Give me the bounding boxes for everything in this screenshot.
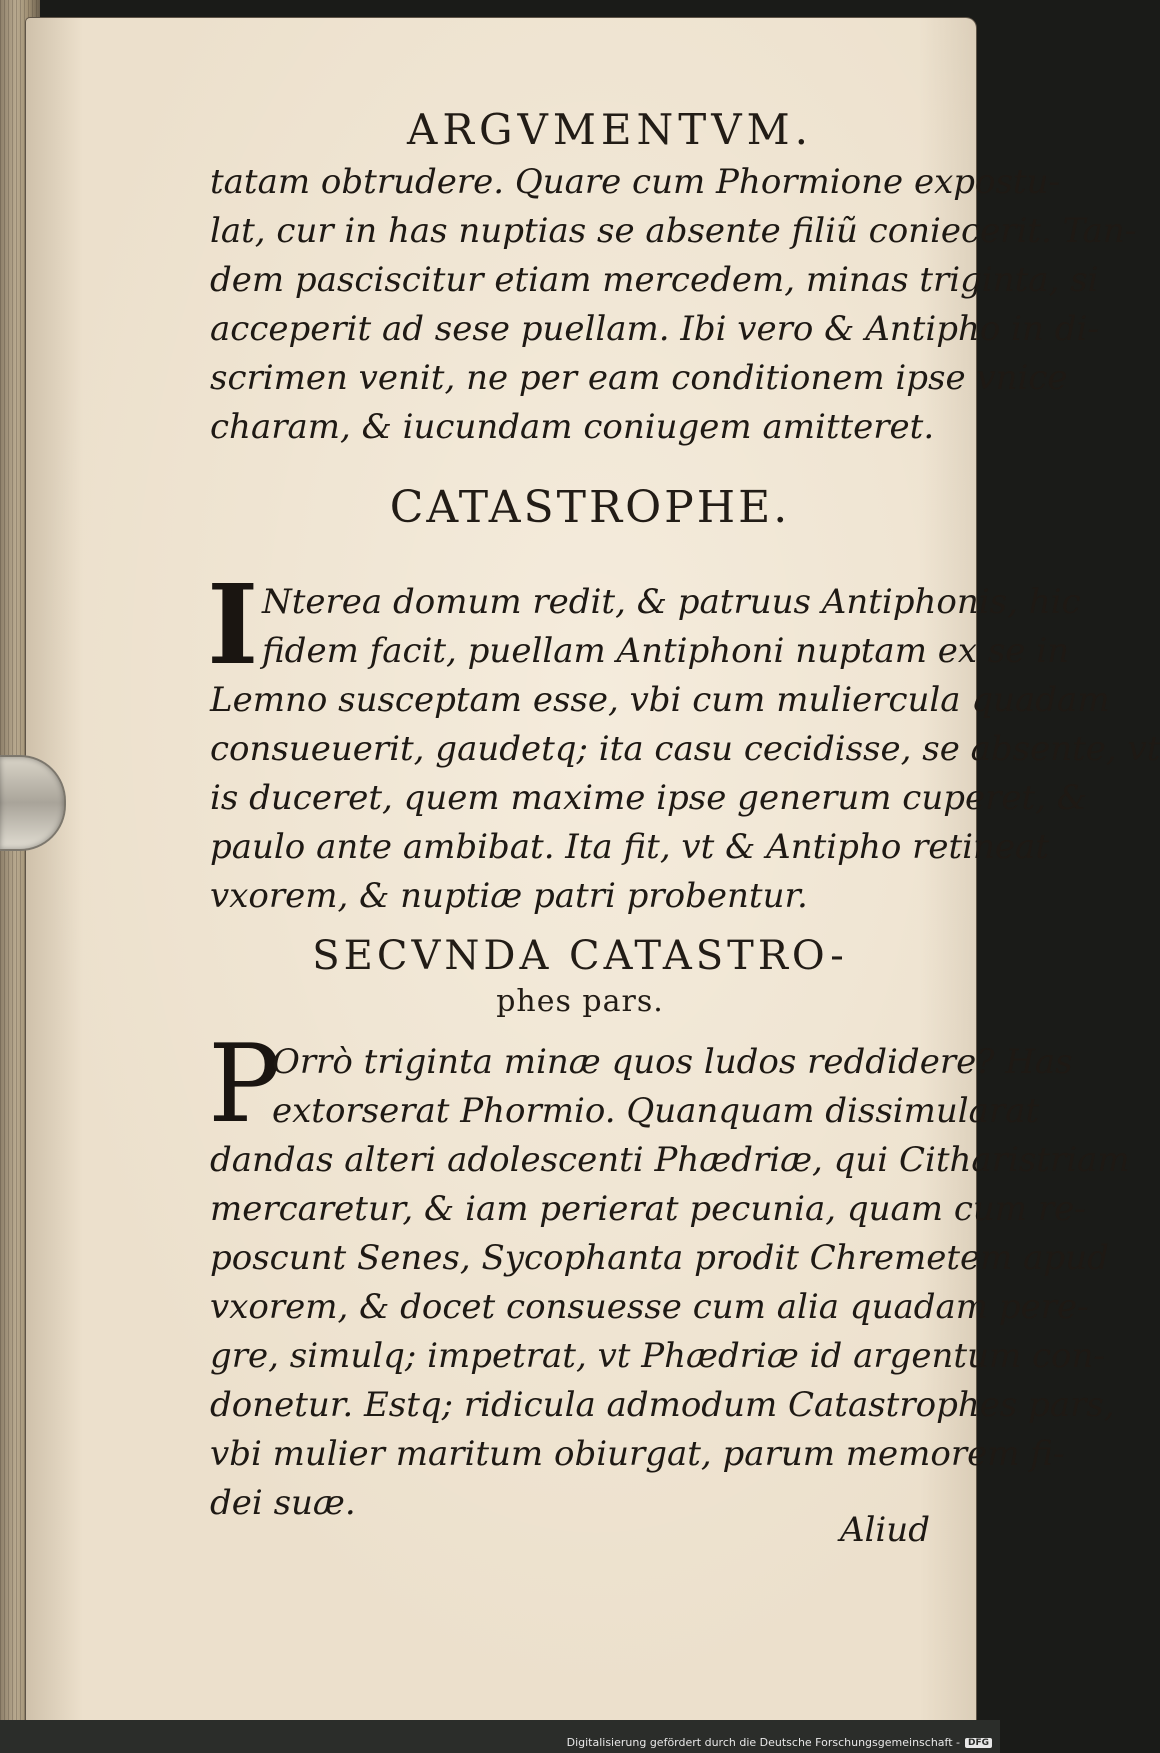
text-line: Orrò triginta minæ quos ludos reddidere? Has [272,1042,1073,1082]
text-line: Nterea domum redit, & patruus Antiphonis, hic [262,582,1081,622]
text-line: charam, & iucundam coniugem amitteret. [210,407,935,447]
text-line: consueuerit, gaudetq; ita casu cecidisse, se absente, vt [210,729,1160,769]
drop-cap: P [208,1022,281,1147]
text-line: tatam obtrudere. Quare cum Phormione expostu- [210,162,1060,202]
text-line: poscunt Senes, Sycophanta prodit Chremetem apud [210,1238,1109,1278]
text-line: dei suæ. [210,1483,356,1523]
drop-cap: I [207,560,259,689]
text-line: vxorem, & nuptiæ patri probentur. [210,876,808,916]
text-line: donetur. Estq; ridicula admodum Catastrophes pars, [210,1385,1115,1425]
text-line: paulo ante ambibat. Ita fit, vt & Antipho retineat [210,827,1049,867]
catastrophe-heading: CATASTROPHE. [389,482,791,533]
text-line: lat, cur in has nuptias se absente filiũ coniecerit. Tan- [210,211,1137,251]
secunda-subheading: phes pars. [496,984,664,1019]
catchword: Aliud [840,1510,930,1550]
digitization-credit [567,1736,992,1749]
secunda-paragraph [210,1038,1130,1528]
catastrophe-paragraph [210,578,1160,921]
text-line: vxorem, & docet consuesse cum alia quadam pere- [210,1287,1089,1327]
text-line: acceperit ad sese puellam. Ibi vero & Antipho in di- [210,309,1099,349]
text-line: vbi mulier maritum obiurgat, parum memorem fi- [210,1434,1065,1474]
text-line: dem pasciscitur etiam mercedem, minas triginta, si [210,260,1099,300]
text-line: is duceret, quem maxime ipse generum cuperet, & [210,778,1088,818]
credit-text: Digitalisierung gefördert durch die Deutsche Forschungsgemeinschaft - [566,1736,960,1749]
dfg-logo: DFG [965,1738,992,1748]
text-line: mercaretur, & iam perierat pecunia, quam cum re- [210,1189,1086,1229]
text-line: Lemno susceptam esse, vbi cum muliercula quadam [210,680,1110,720]
text-line: extorserat Phormio. Quanquam dissimularat [272,1091,1040,1131]
argument-paragraph [210,158,1137,452]
text-line: scrimen venit, ne per eam conditionem ipse vnice [210,358,1068,398]
running-head: ARGVMENTVM. [407,105,813,154]
text-line: fidem facit, puellam Antiphoni nuptam ex se in [262,631,1070,671]
text-line: dandas alteri adolescenti Phædriæ, qui Citharistriam [210,1140,1130,1180]
text-line: gre, simulq; impetrat, vt Phædriæ id argentum con- [210,1336,1105,1376]
secunda-heading: SECVNDA CATASTRO- [312,933,848,979]
